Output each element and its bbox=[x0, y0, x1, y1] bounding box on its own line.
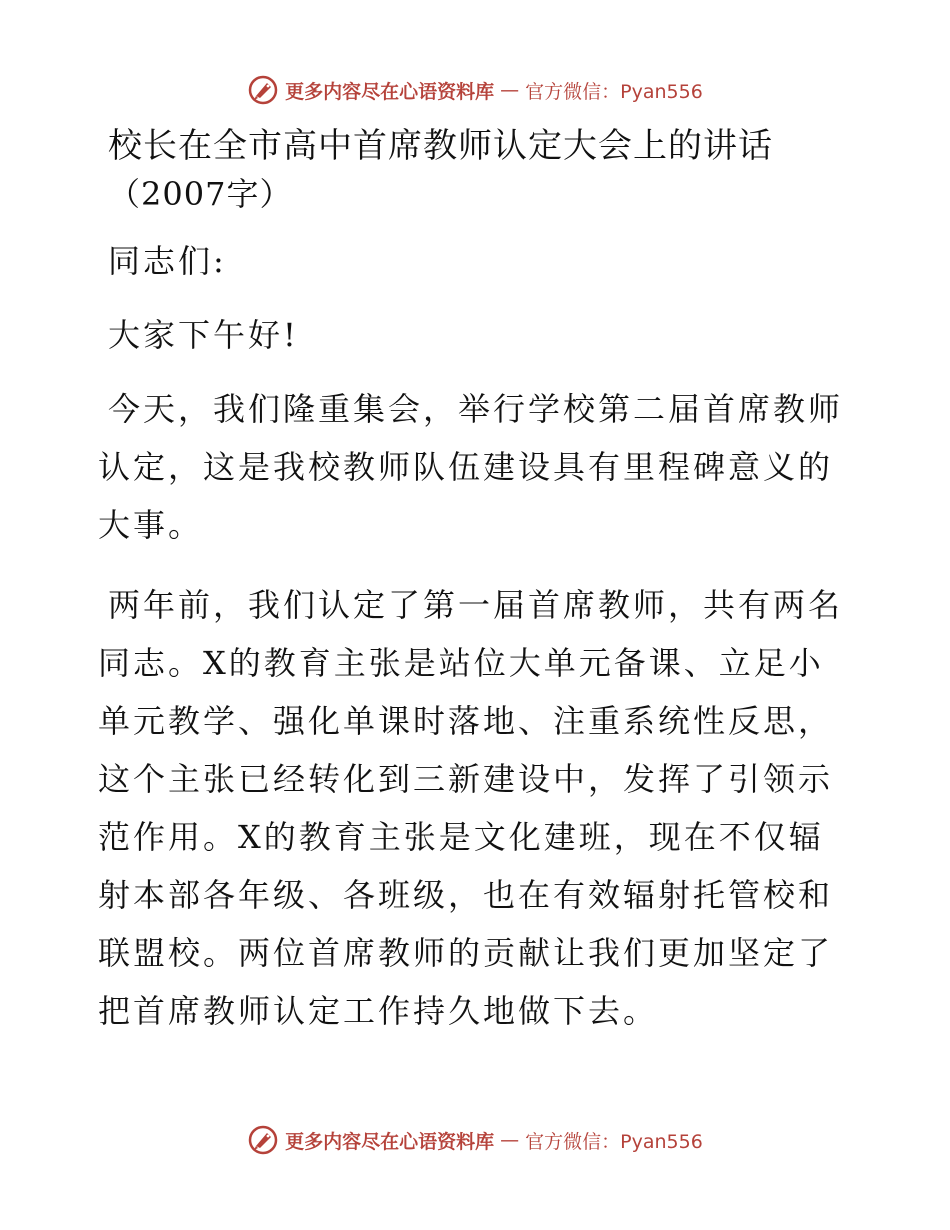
salutation: 同志们: bbox=[108, 242, 227, 280]
watermark-separator: — bbox=[500, 1129, 520, 1151]
watermark-site-text: 更多内容尽在心语资料库 bbox=[285, 80, 495, 103]
watermark-separator: — bbox=[500, 79, 520, 101]
document-body bbox=[98, 122, 858, 1040]
watermark-official-text: 官方微信：Pyan556 bbox=[525, 80, 703, 103]
word-count: （2007字） bbox=[108, 175, 293, 213]
greeting: 大家下午好! bbox=[108, 316, 299, 354]
document-title: 校长在全市高中首席教师认定大会上的讲话 bbox=[108, 126, 773, 166]
header-watermark bbox=[0, 70, 950, 110]
footer-watermark bbox=[0, 1120, 950, 1160]
pen-nib-icon bbox=[247, 1124, 279, 1156]
paragraph: 两年前，我们认定了第一届首席教师，共有两名同志。X的教育主张是站位大单元备课、立足小单元教学、强化单课时落地、注重系统性反思，这个主张已经转化到三新建设中，发挥了引领示范作用。X的教育主张是文化建班，现在不仅辐射本部各年级、各班级，也在有效辐射托管校和联盟校。两位首席教师的贡献让我们更加坚定了把首席教师认定工作持久地做下去。 bbox=[98, 586, 844, 1030]
watermark-site-text: 更多内容尽在心语资料库 bbox=[285, 1130, 495, 1153]
pen-nib-icon bbox=[247, 74, 279, 106]
paragraph: 今天，我们隆重集会，举行学校第二届首席教师认定，这是我校教师队伍建设具有里程碑意义的大事。 bbox=[98, 390, 844, 544]
watermark-official-text: 官方微信：Pyan556 bbox=[525, 1130, 703, 1153]
